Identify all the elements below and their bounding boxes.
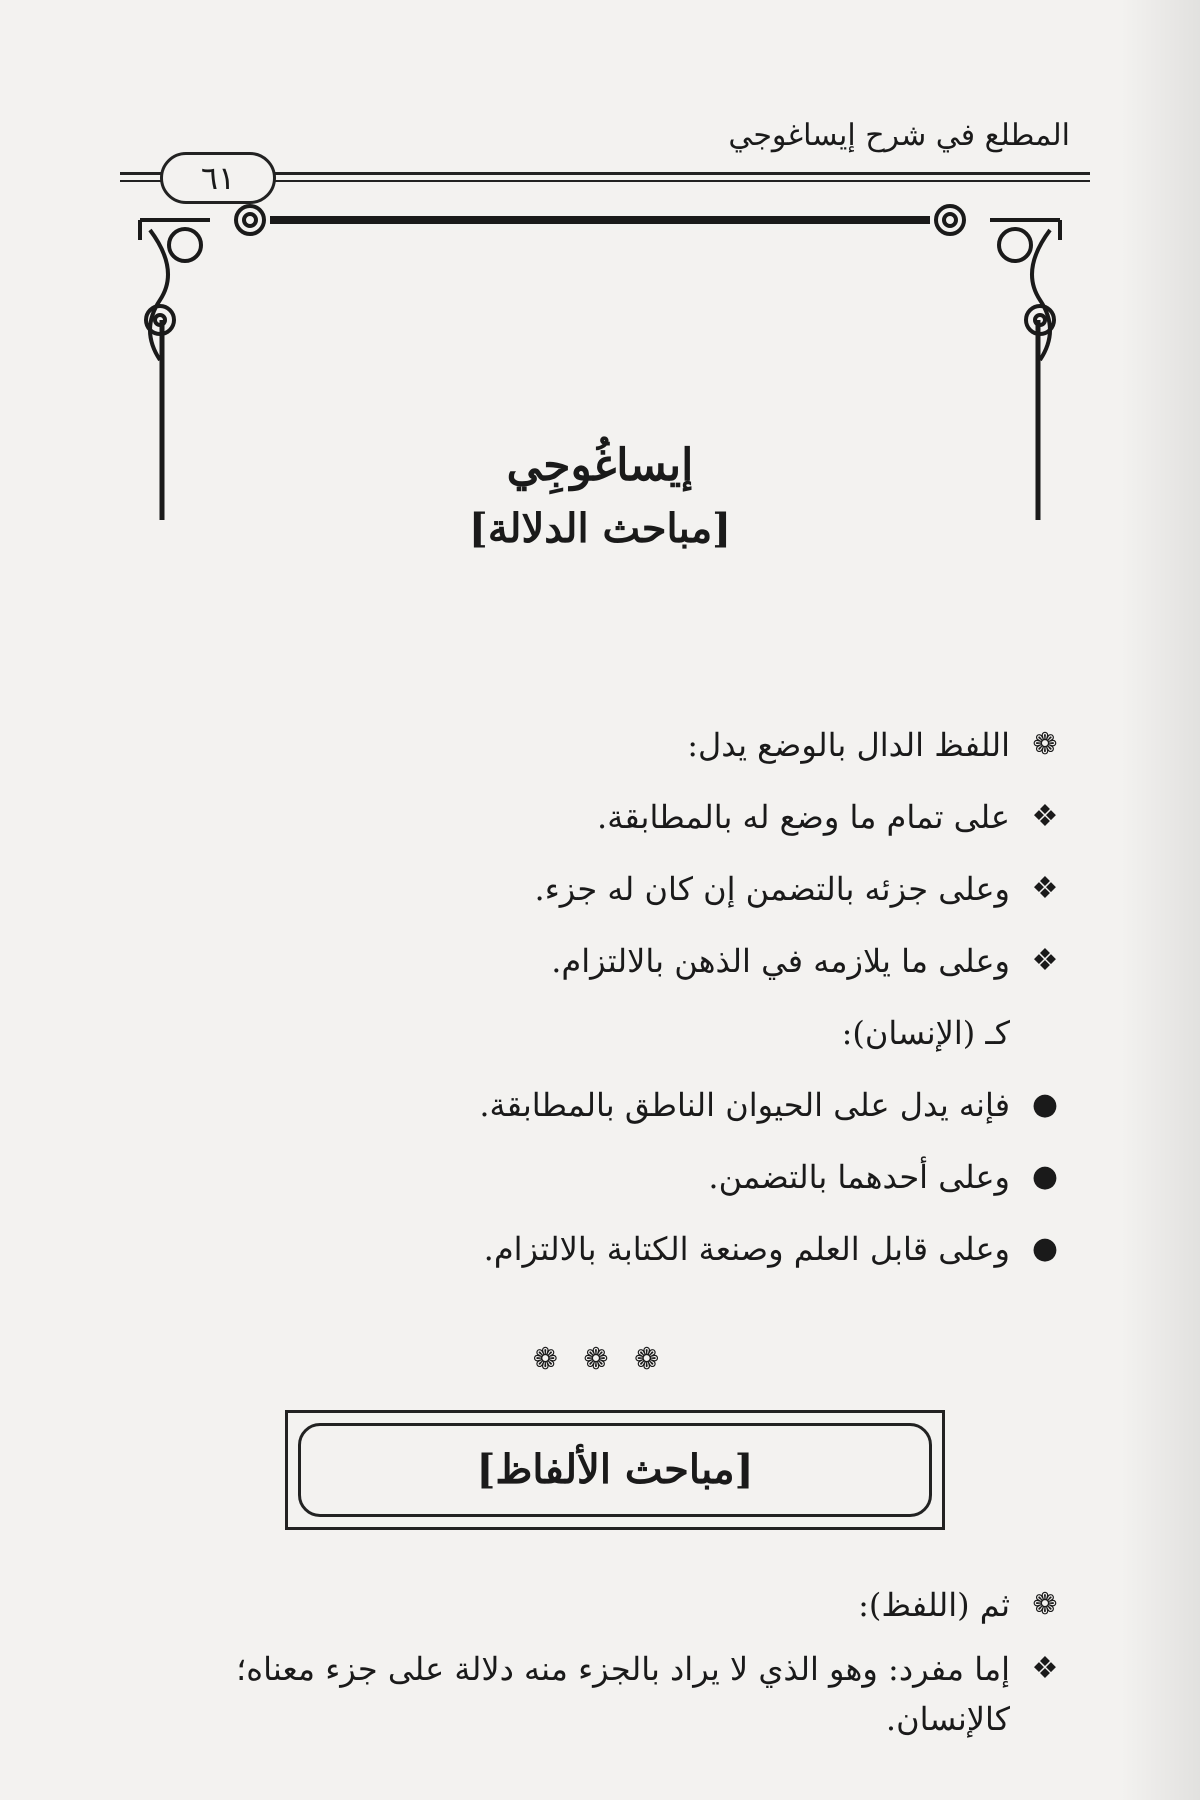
diamond-icon: ❖ [1031, 871, 1059, 906]
section-intro: اللفظ الدال بالوضع يدل: [687, 726, 1010, 764]
section-dalala [130, 720, 1080, 1274]
section-heading-box [285, 1410, 945, 1530]
page-subtitle: [مباحث الدلالة] [468, 505, 732, 552]
example-intro: كـ (الإنسان): [841, 1014, 1010, 1052]
list-item: وعلى أحدهما بالتضمن. [708, 1158, 1010, 1196]
section-separator: ❁ ❁ ❁ [532, 1342, 668, 1377]
running-title: المطلع في شرح إيساغوجي [728, 118, 1070, 153]
diamond-icon: ❖ [1031, 1651, 1059, 1686]
list-item: وعلى قابل العلم وصنعة الكتابة بالالتزام. [483, 1230, 1010, 1268]
list-item: على تمام ما وضع له بالمطابقة. [597, 798, 1010, 836]
flower-icon: ❁ [1032, 727, 1058, 762]
section-intro: ثم (اللفظ): [858, 1586, 1010, 1624]
section-heading: [مباحث الألفاظ] [298, 1423, 932, 1517]
page-number: ٦١ [160, 152, 276, 204]
page-edge-shadow [1120, 0, 1200, 1800]
list-item: فإنه يدل على الحيوان الناطق بالمطابقة. [479, 1086, 1010, 1124]
list-item: وعلى جزئه بالتضمن إن كان له جزء. [534, 870, 1010, 908]
bullet-icon: ● [1031, 1231, 1059, 1266]
section-alfaz [130, 1580, 1080, 1744]
diamond-icon: ❖ [1031, 799, 1059, 834]
list-item: وعلى ما يلازمه في الذهن بالالتزام. [551, 942, 1010, 980]
bullet-icon: ● [1031, 1159, 1059, 1194]
page-title: إيساغُوجِي [506, 440, 694, 491]
bullet-icon: ● [1031, 1087, 1059, 1122]
flower-icon: ❁ [1032, 1587, 1058, 1622]
list-item: إما مفرد: وهو الذي لا يراد بالجزء منه دلالة على جزء معناه؛ كالإنسان. [236, 1650, 1010, 1738]
diamond-icon: ❖ [1031, 943, 1059, 978]
